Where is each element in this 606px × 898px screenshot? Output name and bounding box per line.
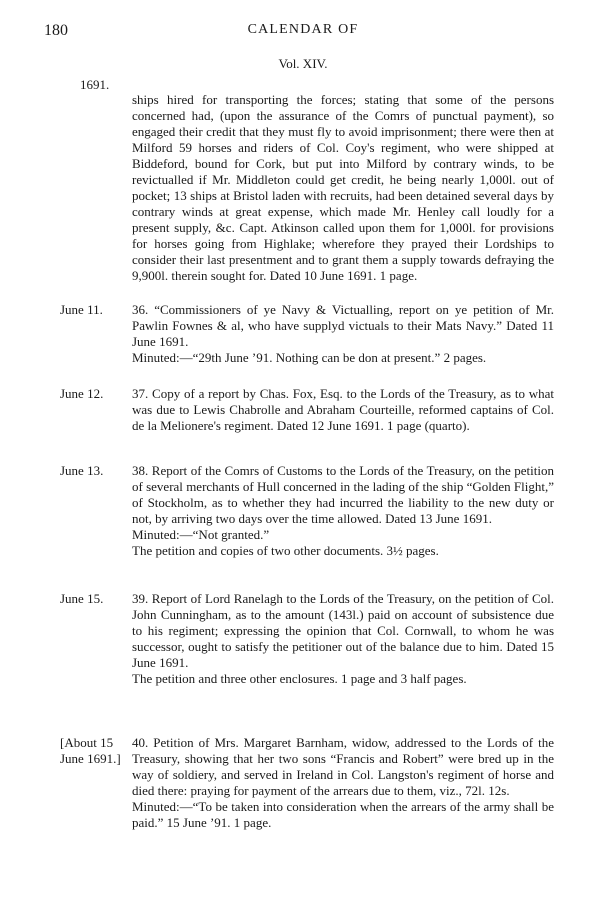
entry-body <box>132 735 554 831</box>
entry-date: June 15. <box>60 591 104 606</box>
entry-body <box>132 302 554 366</box>
entry-date: June 11. <box>60 302 103 317</box>
entry-text: 40. Petition of Mrs. Margaret Barnham, widow, addressed to the Lords of the Treasury, showing that her two sons “Francis and Robert” were bred up in the way of soldiery, and served in Ireland in Col. Langston's regiment of horse and died there: praying for payment of the arrears due to them, viz., 72l. 12s. <box>132 735 554 798</box>
entry-text: ships hired for transporting the forces; stating that some of the persons concerned had, (upon the assurance of the Comrs of punctual payment), so engaged their credit that they must fly to avoid imprisonment; there were then at Milford 59 horses and riders of Col. Coy's regiment, who were shipped at Biddeford, bound for Cork, but put into Milford by contrary winds, to be revictualled if Mr. Middleton could get credit, he being nearly 1,000l. out of pocket; 13 ships at Bristol laden with recruits, had been detained several days by contrary winds at great expense, which made Mr. Henley call loudly for a present supply, &c. Capt. Atkinson called upon them for 1,000l. for provisions for horses going from Highlake; wherefore they prayed their Lordships to consider their last presentment and to grant them a supply towards defraying the 9,900l. therein sought for. Dated 10 June 1691. 1 page. <box>132 92 554 283</box>
entry-date: June 13. <box>60 463 104 478</box>
entry-date: [About 15 June 1691.] <box>60 735 121 766</box>
entry-text: 39. Report of Lord Ranelagh to the Lords of the Treasury, on the petition of Col. John Cunningham, as to the amount (143l.) paid on account of subsistence due to his regiment; expressing the opinion that Col. Cornwall, to whom he was successor, ought to satisfy the petitioner out of the balance due to him. Dated 15 June 1691. <box>132 591 554 670</box>
minuted-note: Minuted:—“To be taken into consideration when the arrears of the army shall be paid.” 15 June ’91. 1 page. <box>132 799 554 830</box>
entry-date: June 12. <box>60 386 104 401</box>
entry-body <box>132 591 554 687</box>
minuted-note: Minuted:—“29th June ’91. Nothing can be don at present.” 2 pages. <box>132 350 487 365</box>
entry-body <box>132 463 554 559</box>
enclosure-note: The petition and three other enclosures. 1 page and 3 half pages. <box>132 671 467 686</box>
volume-heading: Vol. XIV. <box>278 56 328 71</box>
entry-text: 38. Report of the Comrs of Customs to the Lords of the Treasury, on the petition of several merchants of Hull concerned in the lading of the ship “Golden Flight,” of Stockholm, as to whether they had incurred the liability to the new duty or not, by arriving two days over the time allowed. Dated 13 June 1691. <box>132 463 554 526</box>
running-title: CALENDAR OF <box>247 22 359 37</box>
page-number: 180 <box>44 22 68 39</box>
year-label: 1691. <box>80 77 110 92</box>
minuted-note: Minuted:—“Not granted.” <box>132 527 270 542</box>
enclosure-note: The petition and copies of two other documents. 3½ pages. <box>132 543 439 558</box>
entry-text: 36. “Commissioners of ye Navy & Victualling, report on ye petition of Mr. Pawlin Fownes & al, who have supplyd victuals to their Mats Navy.” Dated 11 June 1691. <box>132 302 554 349</box>
entry-text: 37. Copy of a report by Chas. Fox, Esq. to the Lords of the Treasury, as to what was due to Lewis Chabrolle and Abraham Courteille, reformed captains of Col. de la Melionere's regiment. Dated 12 June 1691. 1 page (quarto). <box>132 386 554 433</box>
